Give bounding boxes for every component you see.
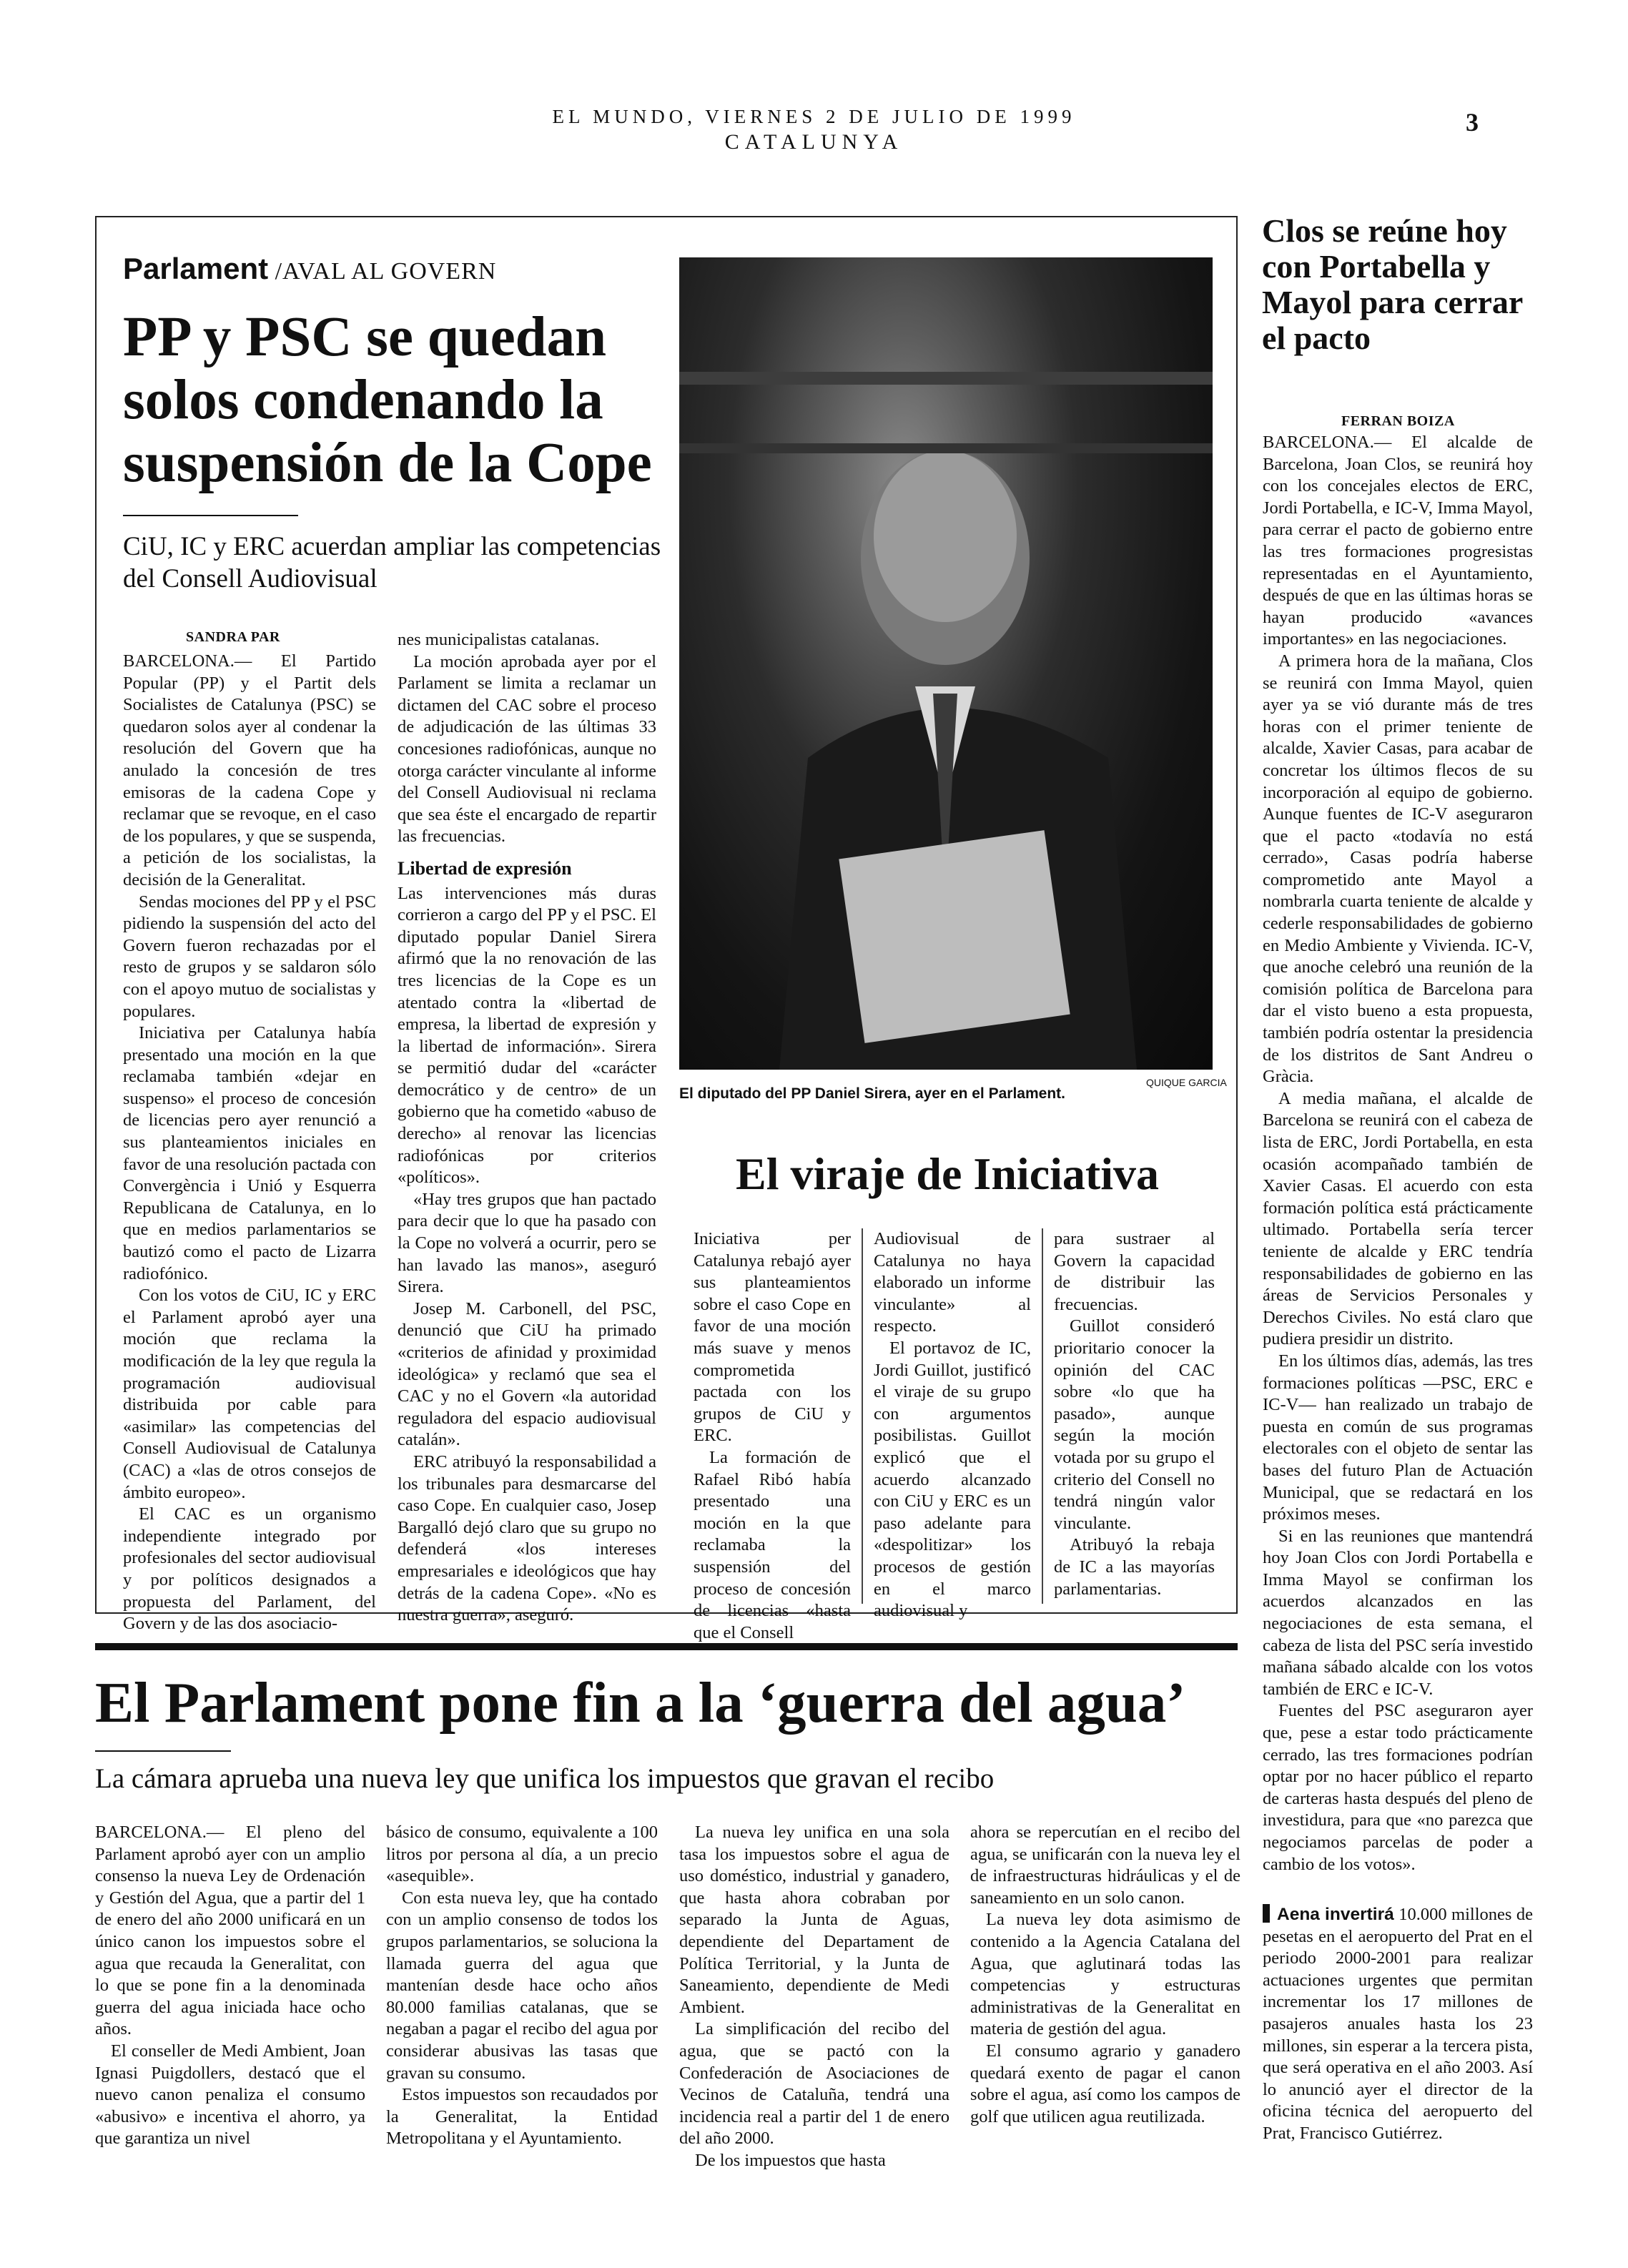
sidebar-c1-p2: La formación de Rafael Ribó había presentado una moción en la que reclamaba la suspensión del proceso de concesión de licencias «hasta que el Consell [694,1447,851,1642]
lead-c1-p5: El CAC es un organismo independiente integrado por profesionales del sector audiovisual y por políticos designados a propuesta del Parlament, del Govern y de las dos asociacio- [123,1504,376,1634]
bottom-c3-p3: De los impuestos que hasta [695,2150,886,2170]
lead-c1-p2: Sendas mociones del PP y el PSC pidiendo la suspensión del acto del Govern fueron rechazadas por el resto de grupos y se saldaron sólo con el apoyo mutuo de socialistas y populares. [123,892,376,1021]
bottom-subheadline: La cámara aprueba una nueva ley que unifica los impuestos que gravan el recibo [95,1763,995,1794]
lead-c2-p1: nes municipalistas catalanas. [398,630,600,649]
section-label [123,252,496,287]
bottom-headline-rule [95,1750,231,1752]
right-column [1263,432,1533,1875]
right-p1: BARCELONA.— El alcalde de Barcelona, Joan Clos, se reunirá hoy con los concejales electos de ERC, Jordi Portabella, e IC-V, Imma Mayol, para cerrar el pacto de gobierno entre las tres formaciones progresistas representadas en el Ayuntamiento, después de que en las últimas horas se hayan producido «avances importantes» en las negociaciones. [1263,433,1533,649]
bottom-c1-p1: BARCELONA.— El pleno del Parlament aprobó ayer con un amplio consenso la nueva Ley de Ordenación y Gestión del Agua, que a partir del 1 de enero del año 2000 unificará en un único canon los impuestos sobre el agua que recauda la Generalitat, con lo que se pone fin a la denominada guerra del agua iniciada hace ocho años. [95,1823,365,2039]
right-brief-text [1263,1904,1533,2145]
lead-c2-p2: La moción aprobada ayer por el Parlament se limita a reclamar un dictamen del CAC sobre el proceso de adjudicación de las últimas 33 concesiones radiofónicas, aunque no otorga carácter vinculante al informe del Consell Audiovisual ni reclama que sea éste el encargado de repartir las frecuencias. [398,651,656,847]
sidebar-c2-p1: Audiovisual de Catalunya no haya elaborado un informe vinculante» al respecto. [874,1229,1031,1336]
lead-subheadline: CiU, IC y ERC acuerdan ampliar las competencias del Consell Audiovisual [123,532,661,593]
brief-marker-icon [1263,1904,1270,1923]
right-p3: A media mañana, el alcalde de Barcelona se reunirá con el cabeza de lista de ERC, Jordi Portabella, en esta ocasión acompañado también de Xavier Casas. El acuerdo con esta formación política está prácticamente ultimado. Portabella sería tercer teniente de alcalde y ERC tendría responsabilidades de gobierno en las áreas de Servicios Personales y Derechos Civiles. No está claro que pudiera presidir un distrito. [1263,1088,1533,1349]
sidebar-divider-1 [862,1228,863,1604]
lead-column-1 [123,651,376,1635]
bottom-c4-p2: La nueva ley dota asimismo de contenido a la Agencia Catalana del Agua, que aglutinará todas las competencias y estructuras administrativas de la Generalitat en materia de gestión del agua. [970,1910,1240,2039]
right-brief [1263,1904,1533,2145]
lead-c2-p4: «Hay tres grupos que han pactado para decir que lo que ha pasado con la Cope no volverá a ocurrir, pero se han lavado las manos», aseguró Sirera. [398,1189,656,1297]
lead-headline: PP y PSC se quedan solos condenando la suspensión de la Cope [123,306,652,494]
lead-c2-p6: ERC atribuyó la responsabilidad a los tribunales para desmarcarse del caso Cope. En cualquier caso, Josep Bargalló dejó claro que su grupo no defenderá «los intereses empresariales e ideológicos que hay detrás de la cadena Cope». «No es nuestra guerra», aseguró. [398,1451,656,1625]
section-title: CATALUNYA [724,130,904,154]
lead-c2-p3: Las intervenciones más duras corrieron a cargo del PP y el PSC. El diputado popular Daniel Sirera afirmó que la no renovación de las tres licencias de la Cope es un atentado contra la «libertad de empresa, la libertad de expresión y la libertad de información». Sirera se permitió dudar del «carácter democrático y de centro» de un gobierno que ha cometido «abuso de derecho» al renovar las licencias radiofónicas por criterios «políticos». [398,883,656,1188]
photo-figure-icon [679,257,1213,1070]
right-p6: Fuentes del PSC aseguraron ayer que, pese a estar todo prácticamente cerrado, las tres formaciones podrían optar por no hacer público el reparto de carteras hasta después del pleno de investidura, para que «no parezca que negociamos parcelas de poder a cambio de los votos». [1263,1701,1533,1874]
lead-c2-subhead: Libertad de expresión [398,857,572,879]
sidebar-c2-p2: El portavoz de IC, Jordi Guillot, justificó el viraje de su grupo con argumentos posibilistas. Guillot explicó que el acuerdo alcanzado con CiU y ERC es un paso adelante para «despolitizar» los procesos de gestión en el marco audiovisual y [874,1338,1031,1621]
right-p2: A primera hora de la mañana, Clos se reunirá con Imma Mayol, quien ayer ya se vió durante más de tres horas con el primer teniente de alcalde, Xavier Casas, para acabar de concretar los últimos flecos de su incorporación al equipo de gobierno. Aunque fuentes de IC-V aseguraron que el pacto «todavía no está cerrado», Casas podría haberse comprometido ante Mayol a nombrarla cuarta teniente de alcalde y cederle responsabilidades de gobierno en Medio Ambiente y Vivienda. IC-V, que anoche celebró una reunión de la comisión política de Barcelona para dar el visto bueno a esta propuesta, también podría ostentar la presidencia de los distritos de Sant Andreu o Gràcia. [1263,651,1533,1087]
section-label-rest: AVAL AL GOVERN [282,258,497,285]
lead-c1-p1: BARCELONA.— El Partido Popular (PP) y el Partit dels Socialistes de Catalunya (PSC) se quedaron solos ayer al condenar la resolución del Govern que ha anulado la concesión de tres emisoras de la cadena Cope y reclamar que se revoque, en el caso de los populares, y que se suspenda, a petición de los socialistas, la decisión de la Generalitat. [123,651,376,889]
headline-rule [123,515,298,516]
bottom-c2-p2: Con esta nueva ley, que ha contado con un amplio consenso de todos los grupos parlamentarios, se soluciona la llamada guerra del agua que mantenían desde hace ocho años 80.000 familias catalanas, que se negaban a pagar el recibo del agua por considerar abusivas las tasas que gravan su consumo. [386,1888,658,2083]
section-label-bold: Parlament [123,252,269,285]
photo-credit: QUIQUE GARCIA [1146,1077,1227,1088]
right-p5: Si en las reuniones que mantendrá hoy Joan Clos con Jordi Portabella e Imma Mayol se confirman los acuerdos alcanzados en las negociaciones de esta semana, el cabeza de lista del PSC sería investido mañana sábado alcalde con los votos también de ERC e IC-V. [1263,1526,1533,1699]
bottom-column-2 [386,1822,658,2150]
lead-c2-p5: Josep M. Carbonell, del PSC, denunció que CiU ha primado «criterios de afinidad y proximidad ideológica» y reclamó que sea el CAC y no el Govern «la autoridad reguladora del espacio audiovisual catalán». [398,1298,656,1450]
sidebar-divider-2 [1042,1228,1043,1604]
right-headline: Clos se reúne hoy con Portabella y Mayol para cerrar el pacto [1262,212,1523,356]
right-byline: FERRAN BOIZA [1341,413,1455,429]
sidebar-column-1 [694,1228,851,1644]
sidebar-column-3 [1054,1228,1215,1600]
page-number: 3 [1466,108,1479,137]
right-brief-body: 10.000 millones de pesetas en el aeropuerto del Prat en el periodo 2000-2001 para realizar actuaciones urgentes que permitan incrementar los 17 millones de pasajeros anuales hasta los 23 millones, sin esperar a la tercera pista, que será operativa en el año 2003. Así lo anunció ayer el director de la oficina técnica del aeropuerto del Prat, Francisco Gutiérrez. [1263,1905,1533,2143]
sidebar-c3-p1: para sustraer al Govern la capacidad de distribuir las frecuencias. [1054,1229,1215,1314]
bottom-c1-p2: El conseller de Medi Ambient, Joan Ignasi Puigdollers, destacó que el nuevo canon penaliza el consumo «abusivo» e incentiva el ahorro, ya que garantiza un nivel [95,2041,365,2149]
sidebar-c3-p2: Guillot consideró prioritario conocer la opinión del CAC sobre «lo que ha pasado», aunque según la moción votada por su grupo el criterio del Consell no tendrá ningún valor vinculante. [1054,1316,1215,1533]
sidebar-c3-p3: Atribuyó la rebaja de IC a las mayorías parlamentarias. [1054,1535,1215,1599]
lead-c1-p3: Iniciativa per Catalunya había presentado una moción en la que reclamaba también «dejar en suspenso» el proceso de concesión de licencias pero ayer renunció a sus planteamientos iniciales en favor de una resolución pactada con Convergència i Unió y Esquerra Republicana de Catalunya, en lo que en medios parlamentarios se bautizó como el pacto de Lizarra radiofónico. [123,1023,376,1283]
sidebar-column-2 [874,1228,1031,1622]
news-photo [679,257,1213,1070]
lead-c1-p4: Con los votos de CiU, IC y ERC el Parlament aprobó ayer una moción que reclama la modificación de la ley que regula la programación audiovisual distribuida por cable para «asimilar» las competencias del Consell Audiovisual de Catalunya (CAC) a «las de otros consejos de ámbito europeo». [123,1286,376,1502]
bottom-c4-p3: El consumo agrario y ganadero quedará exento de pagar el canon sobre el agua, así como los campos de golf que utilicen agua reutilizada. [970,2041,1240,2126]
bottom-column-4 [970,1822,1240,2128]
photo-caption: El diputado del PP Daniel Sirera, ayer en el Parlament. [679,1085,1065,1102]
right-p4: En los últimos días, además, las tres formaciones políticas —PSC, ERC e IC-V— han realizado un trabajo de puesta en común de sus programas electorales con el objeto de sentar las bases del futuro Plan de Actuación Municipal, que se redactará en los próximos meses. [1263,1351,1533,1524]
bottom-c3-p1: La nueva ley unifica en una sola tasa los impuestos sobre el agua de uso doméstico, industrial y ganadero, que hasta ahora cobraban por separado la Junta de Aguas, dependiente del Departament de Política Territorial, y la Junta de Saneamiento, dependiente de Medi Ambient. [679,1823,949,2017]
bottom-column-3 [679,1822,949,2172]
bottom-c3-p2: La simplificación del recibo del agua, que se pactó con la Confederación de Asociaciones de Vecinos de Cataluña, tendrá una incidencia real a partir del 1 de enero del año 2000. [679,2019,949,2149]
masthead: EL MUNDO, VIERNES 2 DE JULIO DE 1999 [552,106,1076,127]
lead-byline: SANDRA PAR [186,629,280,645]
bottom-headline: El Parlament pone fin a la ‘guerra del agua’ [95,1670,1186,1735]
bottom-column-1 [95,1822,365,2150]
bottom-c2-p1: básico de consumo, equivalente a 100 litros por persona al día, a un precio «asequible». [386,1823,658,1886]
bottom-story-bar [95,1643,1238,1650]
bottom-c4-p1: ahora se repercutían en el recibo del agua, se unificarán con la nueva ley el de infraestructuras hidráulicas y el de saneamiento en un solo canon. [970,1823,1240,1908]
sidebar-headline: El viraje de Iniciativa [736,1148,1159,1199]
bottom-c2-p3: Estos impuestos son recaudados por la Generalitat, la Entidad Metropolitana y el Ayuntamiento. [386,2085,658,2149]
right-brief-bold: Aena invertirá [1277,1905,1394,1924]
sidebar-c1-p1: Iniciativa per Catalunya rebajó ayer sus planteamientos sobre el caso Cope en favor de una moción más suave y menos comprometida pactada con los grupos de CiU y ERC. [694,1229,851,1446]
section-label-sep: / [268,258,283,285]
lead-column-2 [398,629,656,1627]
